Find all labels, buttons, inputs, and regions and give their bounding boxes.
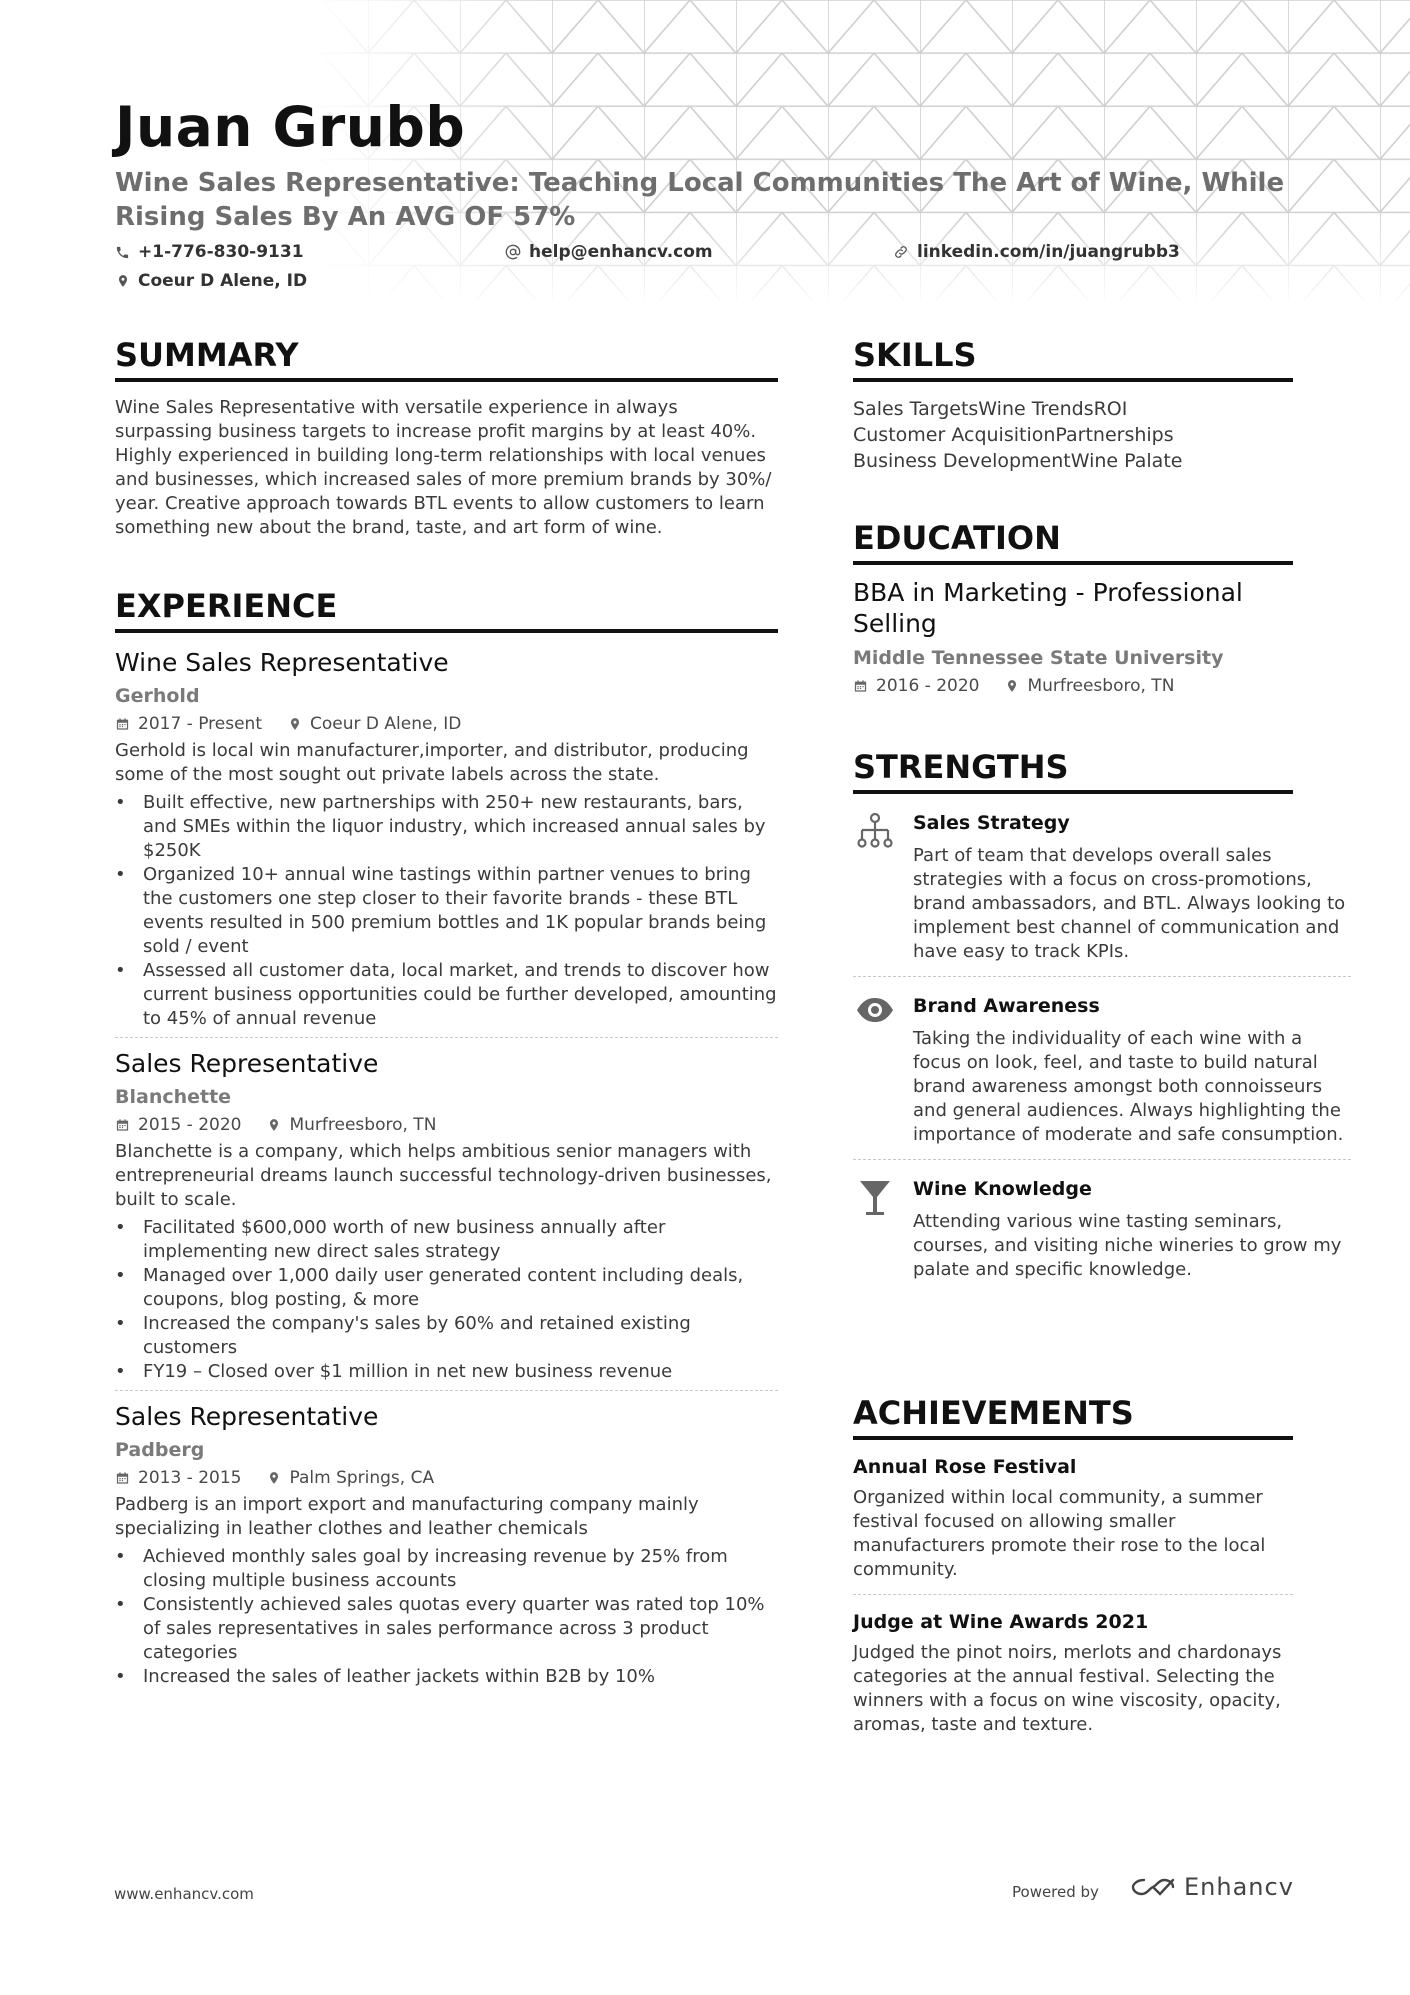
experience-title: EXPERIENCE <box>115 587 778 633</box>
strength-text: Taking the individuality of each wine with a focus on look, feel, and taste to build natural brand awareness amongst both connoisseurs and general audiences. Always highlighting the importance of moderate and safe consumption. <box>913 1028 1344 1146</box>
education-location-text: Murfreesboro, TN <box>1027 676 1175 697</box>
strength-icon-wrap <box>853 995 897 1035</box>
job-title: Sales Representative <box>115 1402 379 1432</box>
martini-glass-icon <box>858 1178 892 1218</box>
location-contact <box>116 271 307 291</box>
achievements-title: ACHIEVEMENTS <box>853 1394 1293 1440</box>
achievement-list <box>115 1545 778 1689</box>
list-item: • FY19 – Closed over $1 million in net new business revenue <box>115 1360 778 1384</box>
company-description: Gerhold is local win manufacturer,importer, and distributor, producing some of the most sought out private labels across the state. <box>115 740 749 786</box>
experience-entry <box>115 1401 778 1695</box>
skills-line: Business DevelopmentWine Palate <box>853 450 1183 473</box>
linkedin-text: linkedin.com/in/juangrubb3 <box>917 242 1180 262</box>
list-item: • Managed over 1,000 daily user generated content including deals, coupons, blog posting, & more <box>115 1264 778 1312</box>
skills-section <box>853 336 1293 474</box>
location-pin-icon <box>1005 678 1019 694</box>
job-title: Sales Representative <box>115 1049 379 1079</box>
strength-text: Part of team that develops overall sales strategies with a focus on cross-promotions, brand ambassadors, and BTL. Always looking to implement best channel of communication and have easy to track KPIs. <box>913 845 1346 963</box>
eye-icon <box>855 995 895 1025</box>
location-text: Coeur D Alene, ID <box>138 271 308 291</box>
calendar-icon <box>115 716 130 732</box>
degree-title: BBA in Marketing - Professional Selling <box>853 578 1243 639</box>
job-location <box>288 711 461 737</box>
email-contact[interactable] <box>505 242 713 262</box>
job-dates <box>115 1112 241 1138</box>
skills-line: Customer AcquisitionPartnerships <box>853 424 1174 447</box>
phone-contact[interactable] <box>115 242 304 262</box>
calendar-icon <box>115 1470 130 1486</box>
job-title: Wine Sales Representative <box>115 648 449 678</box>
strength-item <box>853 1176 1351 1282</box>
company-name: Blanchette <box>115 1086 232 1109</box>
list-item: • Organized 10+ annual wine tastings within partner venues to bring the customers one step closer to their favorite brands - these BTL events resulted in 500 premium bottles and 1K popular brands being sold / event <box>115 863 778 959</box>
job-dates-text: 2015 - 2020 <box>138 1115 242 1136</box>
candidate-name: Juan Grubb <box>115 95 466 159</box>
location-pin-icon <box>267 1470 281 1486</box>
achievement-list <box>115 1216 778 1384</box>
achievement-title: Judge at Wine Awards 2021 <box>853 1611 1149 1634</box>
education-section <box>853 519 1293 699</box>
company-name: Gerhold <box>115 685 200 708</box>
summary-title: SUMMARY <box>115 336 778 382</box>
headline: Wine Sales Representative: Teaching Local Communities The Art of Wine, While Rising Sales By An AVG OF 57% <box>115 168 1285 232</box>
experience-entry <box>115 647 778 1038</box>
job-location-text: Palm Springs, CA <box>289 1468 435 1489</box>
job-dates <box>115 1465 241 1491</box>
education-meta <box>853 673 1293 699</box>
strength-title: Sales Strategy <box>913 812 1070 835</box>
education-dates-text: 2016 - 2020 <box>876 676 980 697</box>
school-name: Middle Tennessee State University <box>853 647 1224 670</box>
summary-section <box>115 336 778 540</box>
calendar-icon <box>853 678 868 694</box>
job-meta <box>115 1112 778 1138</box>
powered-by-label: Powered by <box>1012 1883 1099 1901</box>
phone-icon <box>115 245 130 260</box>
job-dates <box>115 711 262 737</box>
achievement-text: Organized within local community, a summer festival focused on allowing smaller manufacturers promote their rose to the local community. <box>853 1487 1266 1581</box>
education-title: EDUCATION <box>853 519 1293 565</box>
achievement-item <box>853 1609 1293 1737</box>
company-name: Padberg <box>115 1439 205 1462</box>
at-icon <box>505 244 521 260</box>
job-dates-text: 2013 - 2015 <box>138 1468 242 1489</box>
location-pin-icon <box>288 716 302 732</box>
strength-item <box>853 810 1351 977</box>
strength-text: Attending various wine tasting seminars, courses, and visiting niche wineries to grow my palate and specific knowledge. <box>913 1211 1342 1281</box>
strength-icon-wrap <box>853 812 897 852</box>
enhancv-logo[interactable] <box>1130 1873 1294 1901</box>
job-location <box>267 1465 434 1491</box>
summary-text: Wine Sales Representative with versatile experience in always surpassing business targets to increase profit margins by at least 40%. Highly experienced in building long-term relationships with local venues and businesses, which increased sales of more premium brands by 30%/ year. Creative approach towards BTL events to allow customers to learn something new about the brand, taste, and art form of wine. <box>115 397 772 539</box>
achievement-item <box>853 1454 1293 1595</box>
achievement-list <box>115 791 778 1031</box>
company-description: Blanchette is a company, which helps ambitious senior managers with entrepreneurial dreams launch successful technology-driven businesses, built to scale. <box>115 1141 772 1211</box>
job-location-text: Murfreesboro, TN <box>289 1115 437 1136</box>
skills-list <box>853 396 1293 474</box>
company-description: Padberg is an import export and manufacturing company mainly specializing in leather clothes and leather chemicals <box>115 1494 699 1540</box>
list-item: • Achieved monthly sales goal by increasing revenue by 25% from closing multiple business accounts <box>115 1545 778 1593</box>
strengths-section <box>853 748 1346 1282</box>
education-dates <box>853 673 979 699</box>
job-location-text: Coeur D Alene, ID <box>310 714 462 735</box>
job-location <box>267 1112 436 1138</box>
phone-text: +1-776-830-9131 <box>138 242 304 262</box>
strengths-title: STRENGTHS <box>853 748 1293 794</box>
brand-name: Enhancv <box>1184 1873 1294 1901</box>
achievements-section <box>853 1394 1293 1737</box>
achievement-text: Judged the pinot noirs, merlots and chardonays categories at the annual festival. Selecting the winners with a focus on wine viscosity, opacity, aromas, taste and texture. <box>853 1642 1282 1736</box>
strength-icon-wrap <box>853 1178 897 1218</box>
experience-entry <box>115 1048 778 1391</box>
job-dates-text: 2017 - Present <box>138 714 262 735</box>
achievement-title: Annual Rose Festival <box>853 1456 1077 1479</box>
location-pin-icon <box>267 1117 281 1133</box>
linkedin-contact[interactable] <box>893 242 1180 262</box>
location-pin-icon <box>116 273 130 289</box>
skills-title: SKILLS <box>853 336 1293 382</box>
skills-line: Sales TargetsWine TrendsROI <box>853 398 1128 421</box>
enhancv-logo-icon <box>1130 1875 1176 1899</box>
job-meta <box>115 711 778 737</box>
strength-title: Wine Knowledge <box>913 1178 1092 1201</box>
strength-item <box>853 993 1351 1160</box>
list-item: • Increased the sales of leather jackets within B2B by 10% <box>115 1665 778 1689</box>
experience-section <box>115 587 778 1695</box>
org-chart-icon <box>856 812 894 850</box>
education-location <box>1005 673 1174 699</box>
email-text: help@enhancv.com <box>529 242 713 262</box>
list-item: • Facilitated $600,000 worth of new business annually after implementing new direct sales strategy <box>115 1216 778 1264</box>
strength-title: Brand Awareness <box>913 995 1100 1018</box>
link-icon <box>893 244 909 260</box>
calendar-icon <box>115 1117 130 1133</box>
list-item: • Consistently achieved sales quotas every quarter was rated top 10% of sales representatives in sales performance across 3 product categories <box>115 1593 778 1665</box>
footer-url[interactable]: www.enhancv.com <box>114 1885 254 1903</box>
job-meta <box>115 1465 778 1491</box>
list-item: • Built effective, new partnerships with 250+ new restaurants, bars, and SMEs within the liquor industry, which increased annual sales by $250K <box>115 791 778 863</box>
list-item: • Increased the company's sales by 60% and retained existing customers <box>115 1312 778 1360</box>
list-item: • Assessed all customer data, local market, and trends to discover how current business opportunities could be further developed, amounting to 45% of annual revenue <box>115 959 778 1031</box>
